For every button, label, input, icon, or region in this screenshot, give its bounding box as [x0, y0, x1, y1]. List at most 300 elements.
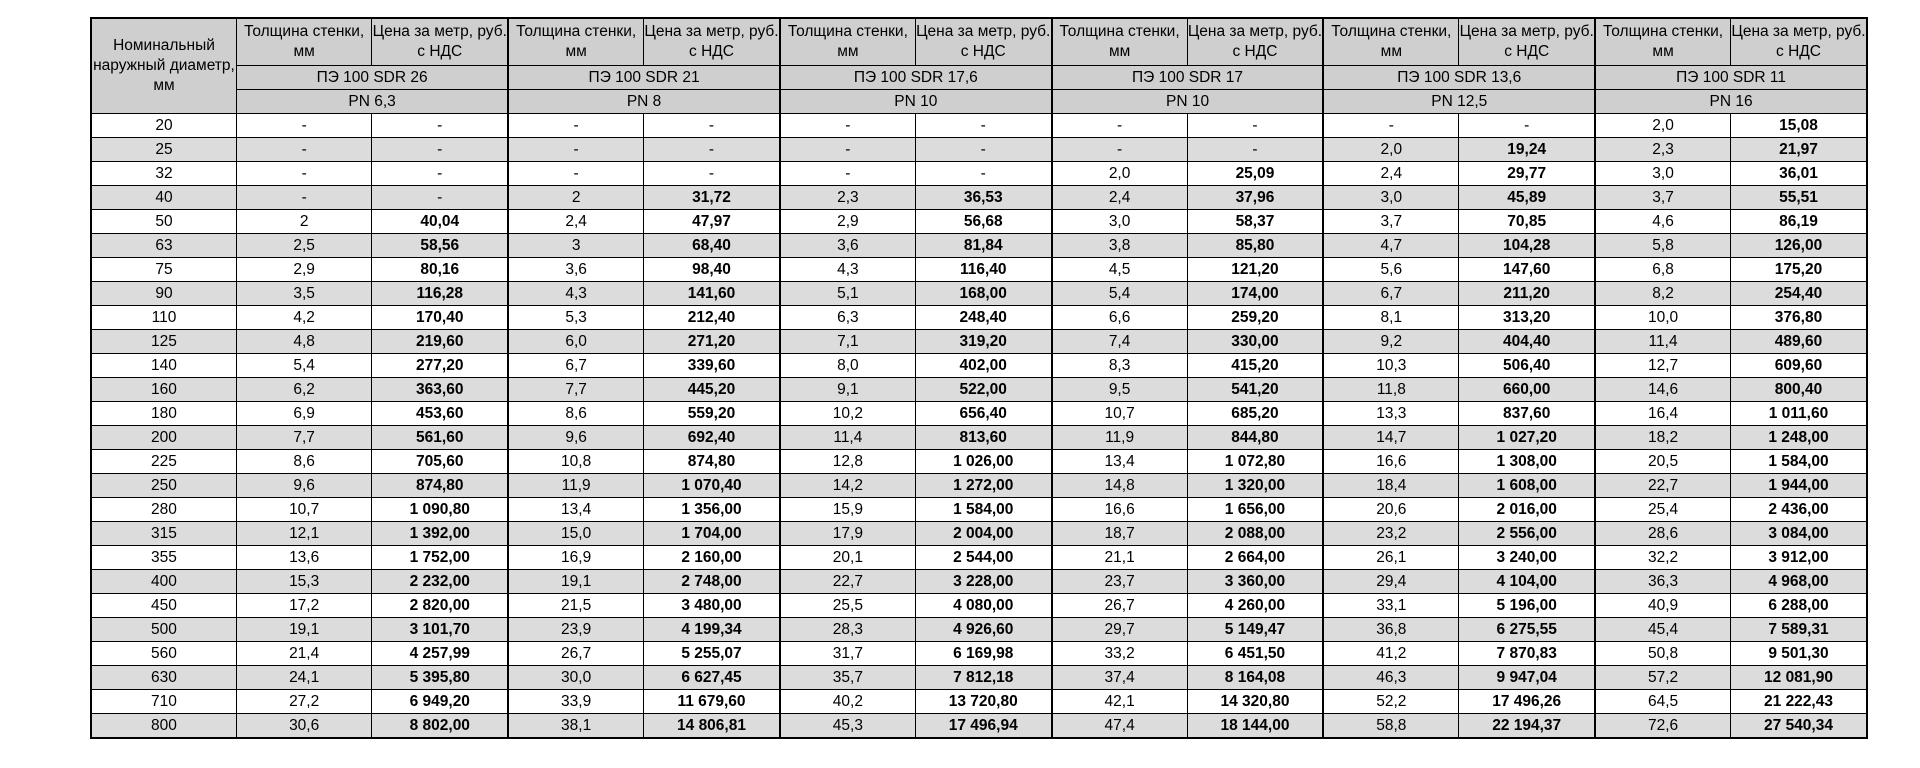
price-cell: 11 679,60 [644, 690, 780, 714]
price-cell: 212,40 [644, 306, 780, 330]
price-cell: 445,20 [644, 378, 780, 402]
price-header: Цена за метр, руб. с НДС [1459, 18, 1595, 66]
price-header: Цена за метр, руб. с НДС [372, 18, 508, 66]
table-row [91, 666, 1867, 690]
table-row [91, 186, 1867, 210]
price-cell: 18 144,00 [1187, 714, 1323, 739]
table-row [91, 474, 1867, 498]
price-cell: 104,28 [1459, 234, 1595, 258]
thickness-cell: 42,1 [1052, 690, 1187, 714]
thickness-cell: - [508, 138, 643, 162]
price-cell: 7 589,31 [1731, 618, 1868, 642]
price-cell: 489,60 [1731, 330, 1868, 354]
price-cell: 80,16 [372, 258, 508, 282]
diameter-cell: 50 [91, 210, 236, 234]
diameter-cell: 225 [91, 450, 236, 474]
price-cell: 1 072,80 [1187, 450, 1323, 474]
price-cell: - [644, 114, 780, 138]
price-cell: 6 169,98 [915, 642, 1051, 666]
price-cell: 22 194,37 [1459, 714, 1595, 739]
price-cell: 1 944,00 [1731, 474, 1868, 498]
thickness-cell: 7,7 [236, 426, 371, 450]
price-cell: 609,60 [1731, 354, 1868, 378]
thickness-cell: 23,7 [1052, 570, 1187, 594]
price-cell: - [372, 162, 508, 186]
thickness-cell: 2,5 [236, 234, 371, 258]
table-row [91, 378, 1867, 402]
thickness-cell: 24,1 [236, 666, 371, 690]
thickness-cell: 2,0 [1595, 114, 1730, 138]
price-cell: 141,60 [644, 282, 780, 306]
thickness-cell: 10,7 [236, 498, 371, 522]
price-cell: 339,60 [644, 354, 780, 378]
price-cell: 147,60 [1459, 258, 1595, 282]
price-cell: 277,20 [372, 354, 508, 378]
thickness-cell: 2,3 [1595, 138, 1730, 162]
thickness-cell: 40,9 [1595, 594, 1730, 618]
thickness-cell: 3,7 [1595, 186, 1730, 210]
thickness-cell: - [1052, 138, 1187, 162]
price-cell: 1 248,00 [1731, 426, 1868, 450]
table-row [91, 138, 1867, 162]
price-cell: 1 704,00 [644, 522, 780, 546]
price-cell: 2 160,00 [644, 546, 780, 570]
price-cell: 45,89 [1459, 186, 1595, 210]
sdr-label: ПЭ 100 SDR 26 [236, 66, 508, 90]
thickness-cell: 25,5 [780, 594, 915, 618]
price-cell: 6 288,00 [1731, 594, 1868, 618]
diameter-cell: 32 [91, 162, 236, 186]
thickness-cell: 38,1 [508, 714, 643, 739]
thickness-cell: 64,5 [1595, 690, 1730, 714]
thickness-cell: - [1052, 114, 1187, 138]
thickness-cell: 22,7 [780, 570, 915, 594]
table-row [91, 234, 1867, 258]
price-header: Цена за метр, руб. с НДС [1731, 18, 1868, 66]
thickness-cell: 2 [236, 210, 371, 234]
thickness-cell: 5,4 [236, 354, 371, 378]
thickness-cell: 29,4 [1323, 570, 1458, 594]
price-cell: 21,97 [1731, 138, 1868, 162]
pipe-price-table [90, 17, 1868, 739]
thickness-cell: 21,1 [1052, 546, 1187, 570]
thickness-cell: 11,4 [780, 426, 915, 450]
price-cell: 259,20 [1187, 306, 1323, 330]
thickness-cell: 9,1 [780, 378, 915, 402]
price-cell: 5 196,00 [1459, 594, 1595, 618]
thickness-cell: - [780, 138, 915, 162]
thickness-cell: 23,2 [1323, 522, 1458, 546]
table-row [91, 618, 1867, 642]
thickness-cell: 3,6 [508, 258, 643, 282]
thickness-header: Толщина стенки, мм [1595, 18, 1730, 66]
table-row [91, 210, 1867, 234]
diameter-cell: 40 [91, 186, 236, 210]
price-cell: 5 255,07 [644, 642, 780, 666]
price-cell: 121,20 [1187, 258, 1323, 282]
thickness-cell: 20,1 [780, 546, 915, 570]
thickness-cell: 9,6 [236, 474, 371, 498]
price-cell: 330,00 [1187, 330, 1323, 354]
price-cell: 81,84 [915, 234, 1051, 258]
thickness-cell: 22,7 [1595, 474, 1730, 498]
thickness-cell: 26,7 [508, 642, 643, 666]
table-row [91, 282, 1867, 306]
thickness-cell: 2 [508, 186, 643, 210]
thickness-header: Толщина стенки, мм [1323, 18, 1458, 66]
thickness-cell: 47,4 [1052, 714, 1187, 739]
thickness-cell: 15,3 [236, 570, 371, 594]
thickness-cell: 8,1 [1323, 306, 1458, 330]
price-cell: 58,56 [372, 234, 508, 258]
price-cell: 7 812,18 [915, 666, 1051, 690]
pn-label: PN 10 [780, 90, 1052, 114]
price-cell: 2 748,00 [644, 570, 780, 594]
price-cell: 248,40 [915, 306, 1051, 330]
price-cell: 4 080,00 [915, 594, 1051, 618]
pn-label: PN 12,5 [1323, 90, 1595, 114]
price-cell: 17 496,26 [1459, 690, 1595, 714]
thickness-cell: 72,6 [1595, 714, 1730, 739]
table-body [91, 114, 1867, 739]
table-row [91, 450, 1867, 474]
price-cell: 58,37 [1187, 210, 1323, 234]
price-cell: 1 356,00 [644, 498, 780, 522]
thickness-cell: 20,5 [1595, 450, 1730, 474]
sdr-label: ПЭ 100 SDR 17 [1052, 66, 1324, 90]
thickness-cell: 4,2 [236, 306, 371, 330]
price-cell: 17 496,94 [915, 714, 1051, 739]
price-cell: 522,00 [915, 378, 1051, 402]
table-row [91, 498, 1867, 522]
thickness-cell: 8,6 [236, 450, 371, 474]
diameter-cell: 800 [91, 714, 236, 739]
thickness-header: Толщина стенки, мм [508, 18, 643, 66]
price-cell: 55,51 [1731, 186, 1868, 210]
price-cell: 4 104,00 [1459, 570, 1595, 594]
diameter-cell: 75 [91, 258, 236, 282]
thickness-cell: 5,4 [1052, 282, 1187, 306]
thickness-cell: 8,3 [1052, 354, 1187, 378]
thickness-cell: 4,8 [236, 330, 371, 354]
pn-label: PN 6,3 [236, 90, 508, 114]
price-cell: 174,00 [1187, 282, 1323, 306]
table-row [91, 570, 1867, 594]
thickness-cell: 32,2 [1595, 546, 1730, 570]
price-cell: 8 164,08 [1187, 666, 1323, 690]
thickness-cell: 17,2 [236, 594, 371, 618]
price-cell: 3 480,00 [644, 594, 780, 618]
thickness-cell: 5,3 [508, 306, 643, 330]
price-cell: 4 199,34 [644, 618, 780, 642]
price-cell: 2 544,00 [915, 546, 1051, 570]
price-cell: 36,01 [1731, 162, 1868, 186]
thickness-cell: 2,0 [1323, 138, 1458, 162]
price-cell: 1 656,00 [1187, 498, 1323, 522]
price-header: Цена за метр, руб. с НДС [915, 18, 1051, 66]
diameter-cell: 400 [91, 570, 236, 594]
thickness-cell: 23,9 [508, 618, 643, 642]
thickness-cell: - [236, 138, 371, 162]
price-cell: 319,20 [915, 330, 1051, 354]
thickness-cell: 5,6 [1323, 258, 1458, 282]
thickness-cell: 7,7 [508, 378, 643, 402]
thickness-cell: 8,2 [1595, 282, 1730, 306]
price-cell: 6 627,45 [644, 666, 780, 690]
thickness-cell: 12,7 [1595, 354, 1730, 378]
thickness-cell: 5,8 [1595, 234, 1730, 258]
price-cell: 1 027,20 [1459, 426, 1595, 450]
thickness-cell: 7,4 [1052, 330, 1187, 354]
thickness-cell: 30,6 [236, 714, 371, 739]
thickness-cell: 18,7 [1052, 522, 1187, 546]
price-cell: 415,20 [1187, 354, 1323, 378]
thickness-cell: 3,0 [1052, 210, 1187, 234]
thickness-cell: 6,6 [1052, 306, 1187, 330]
table-row [91, 306, 1867, 330]
diameter-cell: 125 [91, 330, 236, 354]
diameter-cell: 630 [91, 666, 236, 690]
thickness-cell: 31,7 [780, 642, 915, 666]
price-cell: 40,04 [372, 210, 508, 234]
price-cell: 705,60 [372, 450, 508, 474]
price-cell: 1 308,00 [1459, 450, 1595, 474]
thickness-cell: 18,2 [1595, 426, 1730, 450]
price-cell: 68,40 [644, 234, 780, 258]
price-cell: 1 070,40 [644, 474, 780, 498]
diameter-cell: 20 [91, 114, 236, 138]
price-cell: - [372, 138, 508, 162]
price-cell: 8 802,00 [372, 714, 508, 739]
thickness-cell: 10,7 [1052, 402, 1187, 426]
table-row [91, 426, 1867, 450]
thickness-cell: 3,8 [1052, 234, 1187, 258]
price-cell: 27 540,34 [1731, 714, 1868, 739]
price-cell: 36,53 [915, 186, 1051, 210]
price-cell: 800,40 [1731, 378, 1868, 402]
thickness-cell: 3 [508, 234, 643, 258]
price-cell: 37,96 [1187, 186, 1323, 210]
thickness-cell: 6,2 [236, 378, 371, 402]
price-cell: 2 664,00 [1187, 546, 1323, 570]
thickness-cell: 45,4 [1595, 618, 1730, 642]
price-cell: 541,20 [1187, 378, 1323, 402]
price-cell: 19,24 [1459, 138, 1595, 162]
thickness-cell: - [236, 162, 371, 186]
price-cell: - [644, 138, 780, 162]
thickness-cell: 11,9 [1052, 426, 1187, 450]
table-row [91, 690, 1867, 714]
price-cell: 86,19 [1731, 210, 1868, 234]
thickness-cell: 28,6 [1595, 522, 1730, 546]
diameter-cell: 90 [91, 282, 236, 306]
thickness-cell: 3,5 [236, 282, 371, 306]
price-cell: 656,40 [915, 402, 1051, 426]
diameter-cell: 180 [91, 402, 236, 426]
diameter-cell: 140 [91, 354, 236, 378]
price-cell: 402,00 [915, 354, 1051, 378]
price-cell: 14 806,81 [644, 714, 780, 739]
thickness-cell: 14,7 [1323, 426, 1458, 450]
thickness-cell: 4,3 [508, 282, 643, 306]
thickness-cell: 15,0 [508, 522, 643, 546]
thickness-cell: 41,2 [1323, 642, 1458, 666]
thickness-cell: 9,6 [508, 426, 643, 450]
diameter-cell: 355 [91, 546, 236, 570]
thickness-cell: 2,9 [236, 258, 371, 282]
price-cell: 1 272,00 [915, 474, 1051, 498]
price-cell: 2 004,00 [915, 522, 1051, 546]
thickness-cell: 13,4 [508, 498, 643, 522]
thickness-cell: 12,8 [780, 450, 915, 474]
price-cell: - [372, 186, 508, 210]
thickness-cell: 4,5 [1052, 258, 1187, 282]
thickness-cell: 10,3 [1323, 354, 1458, 378]
thickness-cell: 29,7 [1052, 618, 1187, 642]
table-header [91, 18, 1867, 114]
thickness-cell: 16,6 [1323, 450, 1458, 474]
price-header: Цена за метр, руб. с НДС [1187, 18, 1323, 66]
price-cell: 3 228,00 [915, 570, 1051, 594]
thickness-cell: 2,4 [1323, 162, 1458, 186]
thickness-cell: 11,4 [1595, 330, 1730, 354]
thickness-cell: 3,7 [1323, 210, 1458, 234]
price-cell: 874,80 [644, 450, 780, 474]
diameter-cell: 315 [91, 522, 236, 546]
thickness-cell: 21,4 [236, 642, 371, 666]
thickness-cell: 6,3 [780, 306, 915, 330]
thickness-header: Толщина стенки, мм [236, 18, 371, 66]
table-row [91, 114, 1867, 138]
thickness-cell: 9,5 [1052, 378, 1187, 402]
price-cell: 376,80 [1731, 306, 1868, 330]
thickness-cell: 30,0 [508, 666, 643, 690]
price-cell: 47,97 [644, 210, 780, 234]
price-cell: 1 026,00 [915, 450, 1051, 474]
thickness-cell: 13,3 [1323, 402, 1458, 426]
thickness-cell: 37,4 [1052, 666, 1187, 690]
price-cell: 1 584,00 [1731, 450, 1868, 474]
price-cell: 13 720,80 [915, 690, 1051, 714]
price-cell: 12 081,90 [1731, 666, 1868, 690]
pn-label: PN 8 [508, 90, 780, 114]
diameter-cell: 560 [91, 642, 236, 666]
thickness-cell: 11,8 [1323, 378, 1458, 402]
thickness-cell: 46,3 [1323, 666, 1458, 690]
price-cell: 1 320,00 [1187, 474, 1323, 498]
thickness-cell: 11,9 [508, 474, 643, 498]
thickness-cell: 36,3 [1595, 570, 1730, 594]
price-cell: 2 820,00 [372, 594, 508, 618]
thickness-cell: 15,9 [780, 498, 915, 522]
thickness-cell: 6,0 [508, 330, 643, 354]
price-cell: 2 436,00 [1731, 498, 1868, 522]
price-cell: 844,80 [1187, 426, 1323, 450]
sdr-label: ПЭ 100 SDR 13,6 [1323, 66, 1595, 90]
price-cell: 506,40 [1459, 354, 1595, 378]
thickness-cell: 2,4 [1052, 186, 1187, 210]
price-cell: 837,60 [1459, 402, 1595, 426]
price-cell: 2 016,00 [1459, 498, 1595, 522]
thickness-cell: 8,0 [780, 354, 915, 378]
diameter-cell: 280 [91, 498, 236, 522]
table-row [91, 714, 1867, 739]
diameter-header: Номинальный наружный диаметр, мм [91, 18, 236, 114]
price-cell: 9 501,30 [1731, 642, 1868, 666]
diameter-cell: 63 [91, 234, 236, 258]
thickness-cell: 21,5 [508, 594, 643, 618]
price-cell: 4 260,00 [1187, 594, 1323, 618]
price-cell: 874,80 [372, 474, 508, 498]
price-cell: 9 947,04 [1459, 666, 1595, 690]
price-cell: - [372, 114, 508, 138]
price-cell: 1 608,00 [1459, 474, 1595, 498]
price-cell: - [1187, 114, 1323, 138]
price-cell: 7 870,83 [1459, 642, 1595, 666]
price-header: Цена за метр, руб. с НДС [644, 18, 780, 66]
thickness-cell: 45,3 [780, 714, 915, 739]
diameter-cell: 200 [91, 426, 236, 450]
thickness-header: Толщина стенки, мм [1052, 18, 1187, 66]
price-cell: 1 011,60 [1731, 402, 1868, 426]
price-cell: 1 392,00 [372, 522, 508, 546]
thickness-cell: 40,2 [780, 690, 915, 714]
thickness-cell: 27,2 [236, 690, 371, 714]
price-cell: 685,20 [1187, 402, 1323, 426]
thickness-cell: 6,8 [1595, 258, 1730, 282]
price-cell: 21 222,43 [1731, 690, 1868, 714]
thickness-cell: 26,7 [1052, 594, 1187, 618]
price-cell: 3 912,00 [1731, 546, 1868, 570]
thickness-cell: 3,0 [1595, 162, 1730, 186]
price-cell: - [915, 162, 1051, 186]
price-cell: 98,40 [644, 258, 780, 282]
thickness-cell: 10,2 [780, 402, 915, 426]
thickness-cell: 20,6 [1323, 498, 1458, 522]
thickness-cell: 19,1 [236, 618, 371, 642]
price-cell: 3 360,00 [1187, 570, 1323, 594]
price-cell: 6 949,20 [372, 690, 508, 714]
thickness-cell: 6,7 [508, 354, 643, 378]
thickness-cell: 33,9 [508, 690, 643, 714]
price-cell: 3 101,70 [372, 618, 508, 642]
diameter-cell: 710 [91, 690, 236, 714]
price-cell: 254,40 [1731, 282, 1868, 306]
price-cell: 3 240,00 [1459, 546, 1595, 570]
thickness-cell: 35,7 [780, 666, 915, 690]
table-row [91, 354, 1867, 378]
price-cell: 14 320,80 [1187, 690, 1323, 714]
thickness-cell: 26,1 [1323, 546, 1458, 570]
thickness-cell: 33,1 [1323, 594, 1458, 618]
thickness-cell: - [508, 114, 643, 138]
thickness-cell: 10,8 [508, 450, 643, 474]
thickness-cell: 58,8 [1323, 714, 1458, 739]
thickness-cell: 2,9 [780, 210, 915, 234]
table-row [91, 546, 1867, 570]
price-cell: - [1187, 138, 1323, 162]
price-cell: 1 752,00 [372, 546, 508, 570]
price-cell: 4 257,99 [372, 642, 508, 666]
price-cell: 31,72 [644, 186, 780, 210]
diameter-cell: 110 [91, 306, 236, 330]
price-cell: 3 084,00 [1731, 522, 1868, 546]
thickness-cell: 4,7 [1323, 234, 1458, 258]
diameter-cell: 250 [91, 474, 236, 498]
price-cell: 271,20 [644, 330, 780, 354]
thickness-cell: 12,1 [236, 522, 371, 546]
thickness-cell: 16,9 [508, 546, 643, 570]
